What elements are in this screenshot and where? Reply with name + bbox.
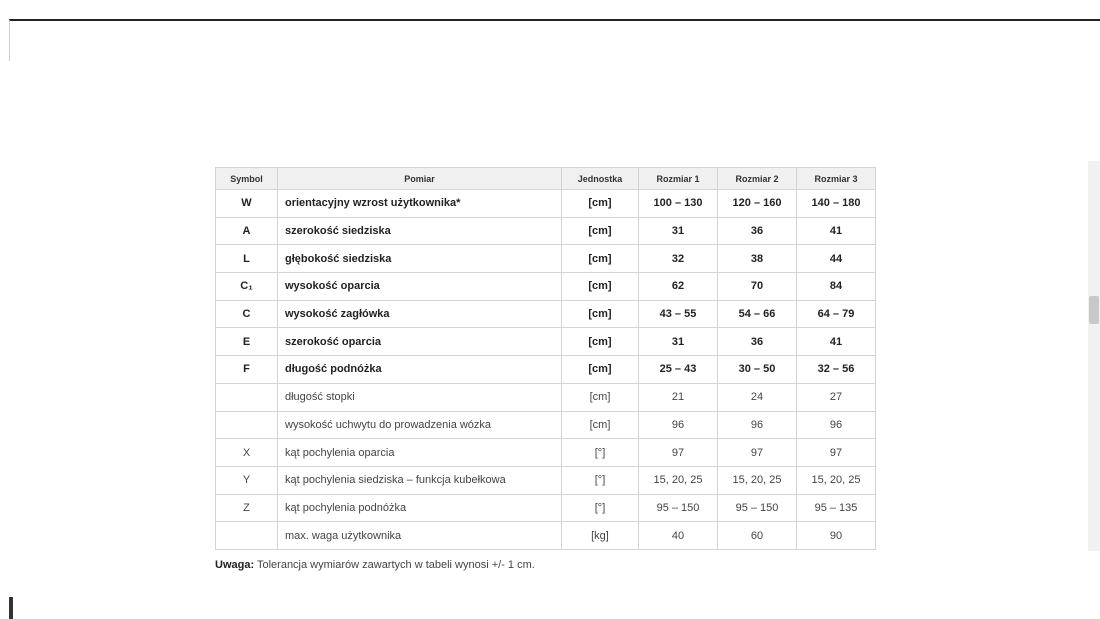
table-body	[216, 190, 876, 550]
cell-rozmiar-3: 84	[797, 273, 876, 301]
cell-rozmiar-1: 25 – 43	[639, 356, 718, 384]
cell-pomiar: wysokość uchwytu do prowadzenia wózka	[278, 411, 562, 439]
cell-jednostka: [kg]	[562, 522, 639, 550]
table-row	[216, 190, 876, 218]
cell-jednostka: [cm]	[562, 328, 639, 356]
table-row	[216, 300, 876, 328]
cell-jednostka: [cm]	[562, 245, 639, 273]
table-row	[216, 494, 876, 522]
cell-rozmiar-2: 96	[718, 411, 797, 439]
cell-jednostka: [cm]	[562, 190, 639, 218]
cell-pomiar: kąt pochylenia podnóżka	[278, 494, 562, 522]
cell-pomiar: wysokość zagłówka	[278, 300, 562, 328]
cell-jednostka: [°]	[562, 466, 639, 494]
cell-rozmiar-1: 95 – 150	[639, 494, 718, 522]
table-row	[216, 356, 876, 384]
cell-rozmiar-2: 97	[718, 439, 797, 467]
cursor-bar	[9, 597, 13, 619]
cell-symbol	[216, 411, 278, 439]
cell-jednostka: [cm]	[562, 411, 639, 439]
cell-pomiar: długość podnóżka	[278, 356, 562, 384]
cell-rozmiar-2: 95 – 150	[718, 494, 797, 522]
cell-rozmiar-3: 64 – 79	[797, 300, 876, 328]
cell-symbol: X	[216, 439, 278, 467]
cell-symbol: F	[216, 356, 278, 384]
cell-rozmiar-1: 31	[639, 217, 718, 245]
cell-rozmiar-1: 62	[639, 273, 718, 301]
cell-rozmiar-1: 21	[639, 383, 718, 411]
cell-jednostka: [°]	[562, 439, 639, 467]
table-row	[216, 411, 876, 439]
cell-jednostka: [cm]	[562, 383, 639, 411]
cell-rozmiar-1: 32	[639, 245, 718, 273]
cell-rozmiar-2: 15, 20, 25	[718, 466, 797, 494]
cell-pomiar: głębokość siedziska	[278, 245, 562, 273]
cell-rozmiar-2: 120 – 160	[718, 190, 797, 218]
header-rozmiar-1: Rozmiar 1	[639, 168, 718, 190]
table-row	[216, 439, 876, 467]
header-pomiar: Pomiar	[278, 168, 562, 190]
header-rozmiar-2: Rozmiar 2	[718, 168, 797, 190]
cell-rozmiar-3: 44	[797, 245, 876, 273]
cell-rozmiar-3: 90	[797, 522, 876, 550]
cell-rozmiar-2: 30 – 50	[718, 356, 797, 384]
cell-symbol: E	[216, 328, 278, 356]
cell-pomiar: długość stopki	[278, 383, 562, 411]
table-row	[216, 383, 876, 411]
cell-rozmiar-1: 100 – 130	[639, 190, 718, 218]
table-row	[216, 466, 876, 494]
cell-rozmiar-1: 15, 20, 25	[639, 466, 718, 494]
cell-rozmiar-3: 140 – 180	[797, 190, 876, 218]
tolerance-note	[215, 559, 535, 571]
cell-rozmiar-1: 97	[639, 439, 718, 467]
cell-symbol: C₁	[216, 273, 278, 301]
cell-symbol: W	[216, 190, 278, 218]
table-row	[216, 328, 876, 356]
cell-jednostka: [cm]	[562, 356, 639, 384]
cell-rozmiar-2: 24	[718, 383, 797, 411]
cell-rozmiar-1: 96	[639, 411, 718, 439]
table-row	[216, 245, 876, 273]
cell-rozmiar-3: 32 – 56	[797, 356, 876, 384]
cell-rozmiar-2: 70	[718, 273, 797, 301]
cell-symbol: Y	[216, 466, 278, 494]
cell-rozmiar-2: 36	[718, 328, 797, 356]
scrollbar-track[interactable]	[1088, 161, 1100, 551]
cell-pomiar: szerokość oparcia	[278, 328, 562, 356]
cell-rozmiar-2: 38	[718, 245, 797, 273]
cell-jednostka: [°]	[562, 494, 639, 522]
cell-pomiar: orientacyjny wzrost użytkownika*	[278, 190, 562, 218]
scrollbar-thumb[interactable]	[1089, 296, 1099, 324]
cell-symbol: Z	[216, 494, 278, 522]
cell-symbol	[216, 383, 278, 411]
cell-rozmiar-2: 54 – 66	[718, 300, 797, 328]
dimensions-table	[215, 167, 876, 550]
cell-rozmiar-1: 40	[639, 522, 718, 550]
header-rozmiar-3: Rozmiar 3	[797, 168, 876, 190]
cell-pomiar: wysokość oparcia	[278, 273, 562, 301]
cell-rozmiar-1: 43 – 55	[639, 300, 718, 328]
cell-pomiar: kąt pochylenia siedziska – funkcja kubełkowa	[278, 466, 562, 494]
cell-jednostka: [cm]	[562, 273, 639, 301]
cell-symbol	[216, 522, 278, 550]
cell-symbol: C	[216, 300, 278, 328]
note-label: Uwaga:	[215, 559, 255, 571]
cell-rozmiar-3: 41	[797, 328, 876, 356]
cell-jednostka: [cm]	[562, 300, 639, 328]
table-row	[216, 217, 876, 245]
cell-pomiar: kąt pochylenia oparcia	[278, 439, 562, 467]
table-header-row	[216, 168, 876, 190]
cell-symbol: L	[216, 245, 278, 273]
header-symbol: Symbol	[216, 168, 278, 190]
cell-rozmiar-3: 97	[797, 439, 876, 467]
table-row	[216, 522, 876, 550]
cell-rozmiar-3: 15, 20, 25	[797, 466, 876, 494]
cell-rozmiar-3: 27	[797, 383, 876, 411]
note-text: Tolerancja wymiarów zawartych w tabeli wynosi +/- 1 cm.	[254, 559, 535, 571]
cell-rozmiar-3: 96	[797, 411, 876, 439]
cell-pomiar: szerokość siedziska	[278, 217, 562, 245]
cell-rozmiar-3: 41	[797, 217, 876, 245]
cell-rozmiar-2: 36	[718, 217, 797, 245]
header-jednostka: Jednostka	[562, 168, 639, 190]
cell-pomiar: max. waga użytkownika	[278, 522, 562, 550]
top-frame	[9, 19, 1100, 61]
cell-rozmiar-1: 31	[639, 328, 718, 356]
cell-rozmiar-3: 95 – 135	[797, 494, 876, 522]
cell-symbol: A	[216, 217, 278, 245]
cell-jednostka: [cm]	[562, 217, 639, 245]
table-row	[216, 273, 876, 301]
cell-rozmiar-2: 60	[718, 522, 797, 550]
